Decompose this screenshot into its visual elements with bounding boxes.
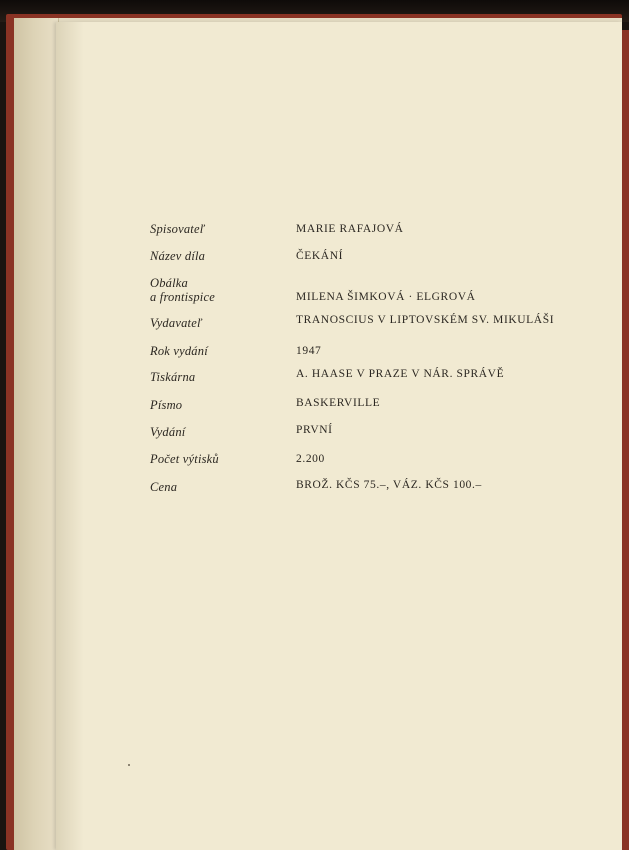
colophon-label: Tiskárna (150, 370, 196, 384)
book-spine-edge (14, 18, 59, 850)
paper-speck (128, 764, 130, 766)
colophon-row-print-run (150, 452, 570, 480)
colophon-row-edition (150, 425, 570, 453)
colophon-label: Písmo (150, 398, 183, 412)
colophon-value: ČEKÁNÍ (296, 250, 344, 262)
colophon-label: Název díla (150, 249, 206, 263)
colophon-row-cover (150, 276, 570, 308)
colophon-label: Spisovateľ (150, 222, 205, 236)
colophon-value: A. HAASE V PRAZE V NÁR. SPRÁVĚ (296, 368, 505, 380)
colophon-value: 2.200 (296, 453, 325, 465)
colophon-row-price (150, 480, 570, 508)
colophon-label: Vydavateľ (150, 316, 202, 330)
colophon-row-author (150, 222, 570, 250)
colophon-label: Rok vydání (150, 344, 208, 358)
colophon-value: MARIE RAFAJOVÁ (296, 223, 404, 235)
colophon-label-line1: Obálka (150, 276, 188, 290)
colophon-value: PRVNÍ (296, 424, 333, 436)
page-gutter-shade (56, 22, 84, 850)
colophon-row-title (150, 249, 570, 277)
colophon-value: BROŽ. KČS 75.–, VÁZ. KČS 100.– (296, 479, 482, 491)
colophon-row-typeface (150, 398, 570, 426)
colophon-label-line2: a frontispice (150, 290, 215, 304)
colophon-label (150, 276, 215, 304)
colophon-label: Vydání (150, 425, 186, 439)
colophon-row-publisher (150, 316, 570, 344)
colophon-label: Cena (150, 480, 178, 494)
cover-right-edge (622, 30, 629, 850)
colophon-row-printer (150, 370, 570, 398)
colophon-value: MILENA ŠIMKOVÁ · ELGROVÁ (296, 291, 476, 303)
colophon-value: TRANOSCIUS V LIPTOVSKÉM SV. MIKULÁŠI (296, 314, 555, 326)
colophon-value: BASKERVILLE (296, 397, 381, 409)
colophon-label: Počet výtisků (150, 452, 219, 466)
colophon-value: 1947 (296, 345, 322, 357)
